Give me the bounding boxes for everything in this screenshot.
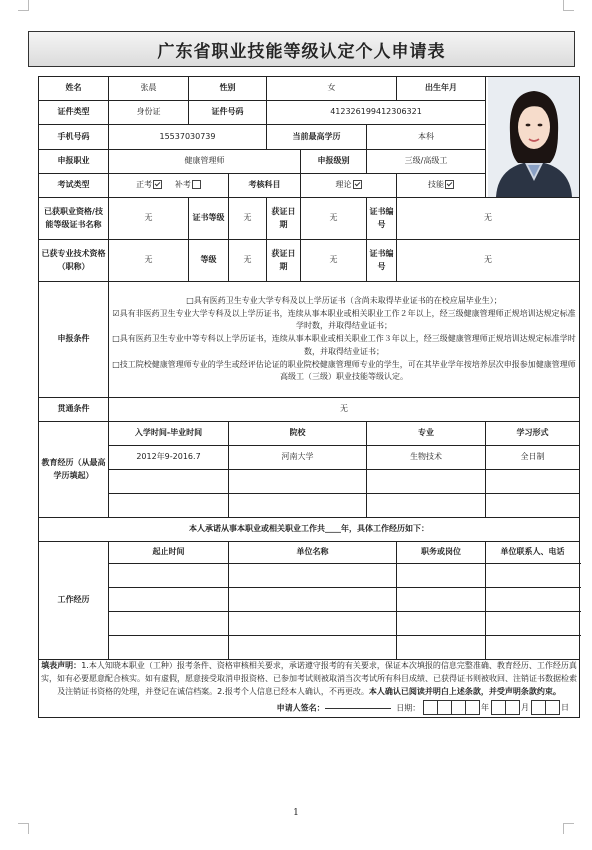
- row-tech-qual: [39, 240, 580, 282]
- label-tech-qual: 已获专业技术资格（职称）: [39, 240, 109, 282]
- statement-body: 1.本人知晓本职业（工种）报考条件、资格审核相关要求，承诺遵守报考的有关要求，保证本次填报的信息完整准确、教育经历、工作经历真实，如有必要愿意配合核实。如有虚假，愿意接受取消申报资格、已参加考试则被取消当次考试所有科目成绩、已获得证书则被收回、注销证书数据检索及注销证书资格的处理，并登记在诚信档案。2.报考个人信息已经本人确认，不再更改。: [41, 661, 577, 696]
- label-id-type: 证件类型: [39, 101, 109, 125]
- work-intro: 本人承诺从事本职业或相关职业工作共____年，具体工作经历如下：: [39, 518, 580, 542]
- date-box[interactable]: [545, 700, 560, 715]
- value-cert-no[interactable]: 无: [397, 198, 580, 240]
- label-cert-date: 获证日期: [267, 198, 301, 240]
- statement-tail: 本人确认已阅读并明白上述条款，并受声明条款约束。: [368, 686, 561, 696]
- subject-skill: [397, 173, 486, 197]
- statement-lead: 填表声明：: [41, 661, 82, 670]
- work-cell[interactable]: [486, 564, 580, 588]
- work-cell[interactable]: [229, 636, 397, 660]
- value-tech-no[interactable]: 无: [397, 240, 580, 282]
- edu-cell[interactable]: 生物技术: [367, 446, 486, 470]
- exam-retake-checkbox[interactable]: [192, 180, 201, 189]
- subject-skill-label: 技能: [428, 179, 445, 189]
- edu-header: 专业: [367, 422, 486, 446]
- month-unit: 月: [521, 703, 530, 713]
- edu-cell[interactable]: [229, 470, 367, 494]
- exam-first-checkbox[interactable]: [153, 180, 162, 189]
- work-row: [39, 612, 580, 636]
- work-cell[interactable]: [397, 636, 486, 660]
- work-header-row: [39, 542, 580, 564]
- work-header: 单位名称: [229, 542, 397, 564]
- label-cert-qual: 已获职业资格/技能等级证书名称: [39, 198, 109, 240]
- edu-row: [39, 494, 580, 518]
- form-title: 广东省职业技能等级认定个人申请表: [28, 31, 575, 67]
- date-label: 日期：: [396, 703, 421, 713]
- subject-skill-checkbox[interactable]: [445, 180, 454, 189]
- edu-cell[interactable]: [109, 470, 229, 494]
- signature-label: 申请人签名：: [276, 703, 325, 713]
- edu-cell[interactable]: [367, 494, 486, 518]
- edu-cell[interactable]: 2012年9-2016.7: [109, 446, 229, 470]
- work-row: [39, 588, 580, 612]
- work-row: [39, 564, 580, 588]
- row-work-intro: [39, 518, 580, 542]
- label-edu: 当前最高学历: [267, 125, 367, 149]
- work-cell[interactable]: [229, 588, 397, 612]
- work-cell[interactable]: [486, 588, 580, 612]
- work-cell[interactable]: [109, 612, 229, 636]
- work-cell[interactable]: [109, 564, 229, 588]
- row-conditions: [39, 282, 580, 398]
- conditions-list: [109, 282, 580, 398]
- subject-theory: [301, 173, 397, 197]
- edu-row: [39, 446, 580, 470]
- row-statement: [39, 660, 580, 718]
- work-cell[interactable]: [229, 564, 397, 588]
- value-special[interactable]: 无: [109, 398, 580, 422]
- crop-mark-top-left: [18, 0, 29, 11]
- label-name: 姓名: [39, 77, 109, 101]
- application-form: [38, 76, 580, 718]
- work-cell[interactable]: [397, 588, 486, 612]
- label-job: 申报职业: [39, 149, 109, 173]
- crop-mark-bottom-right: [563, 823, 574, 834]
- value-cert-level[interactable]: 无: [229, 198, 267, 240]
- date-box[interactable]: [491, 700, 506, 715]
- date-boxes[interactable]: [423, 700, 571, 716]
- work-cell[interactable]: [229, 612, 397, 636]
- value-phone[interactable]: 15537030739: [109, 125, 267, 149]
- photo-cell: [486, 77, 580, 198]
- label-phone: 手机号码: [39, 125, 109, 149]
- label-work: 工作经历: [39, 542, 109, 660]
- label-level: 申报级别: [301, 149, 367, 173]
- signature-row: [41, 700, 577, 717]
- work-cell[interactable]: [397, 564, 486, 588]
- condition-item[interactable]: □具有医药卫生专业中等专科以上学历证书，连续从事本职业或相关职业工作３年以上，经三级健康管理师正规培训达规定标准学时数，并取得结业证书；: [112, 334, 576, 356]
- value-name[interactable]: 张晨: [109, 77, 189, 101]
- subject-theory-checkbox[interactable]: [353, 180, 362, 189]
- date-box[interactable]: [505, 700, 520, 715]
- label-id-no: 证件号码: [189, 101, 267, 125]
- value-tech-date[interactable]: 无: [301, 240, 367, 282]
- work-cell[interactable]: [397, 612, 486, 636]
- row-special: [39, 398, 580, 422]
- exam-type-options: [109, 173, 229, 197]
- day-unit: 日: [561, 703, 570, 713]
- label-exam-type: 考试类型: [39, 173, 109, 197]
- edu-cell[interactable]: [109, 494, 229, 518]
- year-unit: 年: [481, 703, 490, 713]
- work-row: [39, 636, 580, 660]
- statement: [39, 660, 580, 718]
- label-cert-no: 证书编号: [367, 198, 397, 240]
- page-number: 1: [293, 808, 299, 818]
- value-id-type[interactable]: 身份证: [109, 101, 189, 125]
- edu-row: [39, 470, 580, 494]
- date-box[interactable]: [423, 700, 438, 715]
- work-header: 单位联系人、电话: [486, 542, 580, 564]
- label-subject: 考核科目: [229, 173, 301, 197]
- edu-cell[interactable]: [486, 470, 580, 494]
- value-tech-qual[interactable]: 无: [109, 240, 189, 282]
- value-gender[interactable]: 女: [267, 77, 397, 101]
- label-birth: 出生年月: [397, 77, 486, 101]
- work-cell[interactable]: [486, 636, 580, 660]
- row-name: [39, 77, 580, 101]
- value-job[interactable]: 健康管理师: [109, 149, 301, 173]
- condition-item[interactable]: □具有医药卫生专业大学专科及以上学历证书（含尚未取得毕业证书的在校应届毕业生）；: [186, 295, 502, 305]
- value-tech-level[interactable]: 无: [229, 240, 267, 282]
- applicant-photo: [488, 77, 580, 197]
- label-gender: 性别: [189, 77, 267, 101]
- edu-header-row: [39, 422, 580, 446]
- work-cell[interactable]: [486, 612, 580, 636]
- label-tech-level: 等级: [189, 240, 229, 282]
- date-box[interactable]: [451, 700, 466, 715]
- value-id-no[interactable]: 412326199412306321: [267, 101, 486, 125]
- edu-cell[interactable]: [486, 494, 580, 518]
- label-tech-date: 获证日期: [267, 240, 301, 282]
- edu-header: 院校: [229, 422, 367, 446]
- crop-mark-bottom-left: [18, 823, 29, 834]
- edu-header: 入学时间-毕业时间: [109, 422, 229, 446]
- edu-header: 学习形式: [486, 422, 580, 446]
- value-cert-date[interactable]: 无: [301, 198, 367, 240]
- value-level[interactable]: 三级/高级工: [367, 149, 486, 173]
- label-education: 教育经历（从最高学历填起）: [39, 422, 109, 518]
- work-cell[interactable]: [109, 588, 229, 612]
- condition-item[interactable]: ☑具有非医药卫生专业大学专科及以上学历证书，连续从事本职业或相关职业工作２年以上，经三级健康管理师正规培训达规定标准学时数，并取得结业证书；: [112, 308, 576, 331]
- label-tech-no: 证书编号: [367, 240, 397, 282]
- crop-mark-top-right: [563, 0, 574, 11]
- label-special: 贯通条件: [39, 398, 109, 422]
- row-cert-qual: [39, 198, 580, 240]
- signature-line[interactable]: [325, 708, 391, 709]
- label-conditions: 申报条件: [39, 282, 109, 398]
- work-header: 职务或岗位: [397, 542, 486, 564]
- exam-first-label: 正考: [136, 179, 153, 189]
- value-edu[interactable]: 本科: [367, 125, 486, 149]
- condition-item[interactable]: □技工院校健康管理师专业的学生或经评估论证的职业院校健康管理师专业的学生，可在其毕业学年按培养层次申报参加健康管理师高级工（三级）职业技能等级认定。: [112, 359, 576, 382]
- date-box[interactable]: [531, 700, 546, 715]
- value-cert-qual[interactable]: 无: [109, 198, 189, 240]
- work-header: 起止时间: [109, 542, 229, 564]
- exam-retake-label: 补考: [174, 179, 191, 189]
- subject-theory-label: 理论: [335, 179, 352, 189]
- edu-cell[interactable]: [229, 494, 367, 518]
- edu-cell[interactable]: 全日制: [486, 446, 580, 470]
- label-cert-level: 证书等级: [189, 198, 229, 240]
- date-box[interactable]: [437, 700, 452, 715]
- edu-cell[interactable]: [367, 470, 486, 494]
- date-box[interactable]: [465, 700, 480, 715]
- edu-cell[interactable]: 河南大学: [229, 446, 367, 470]
- work-cell[interactable]: [109, 636, 229, 660]
